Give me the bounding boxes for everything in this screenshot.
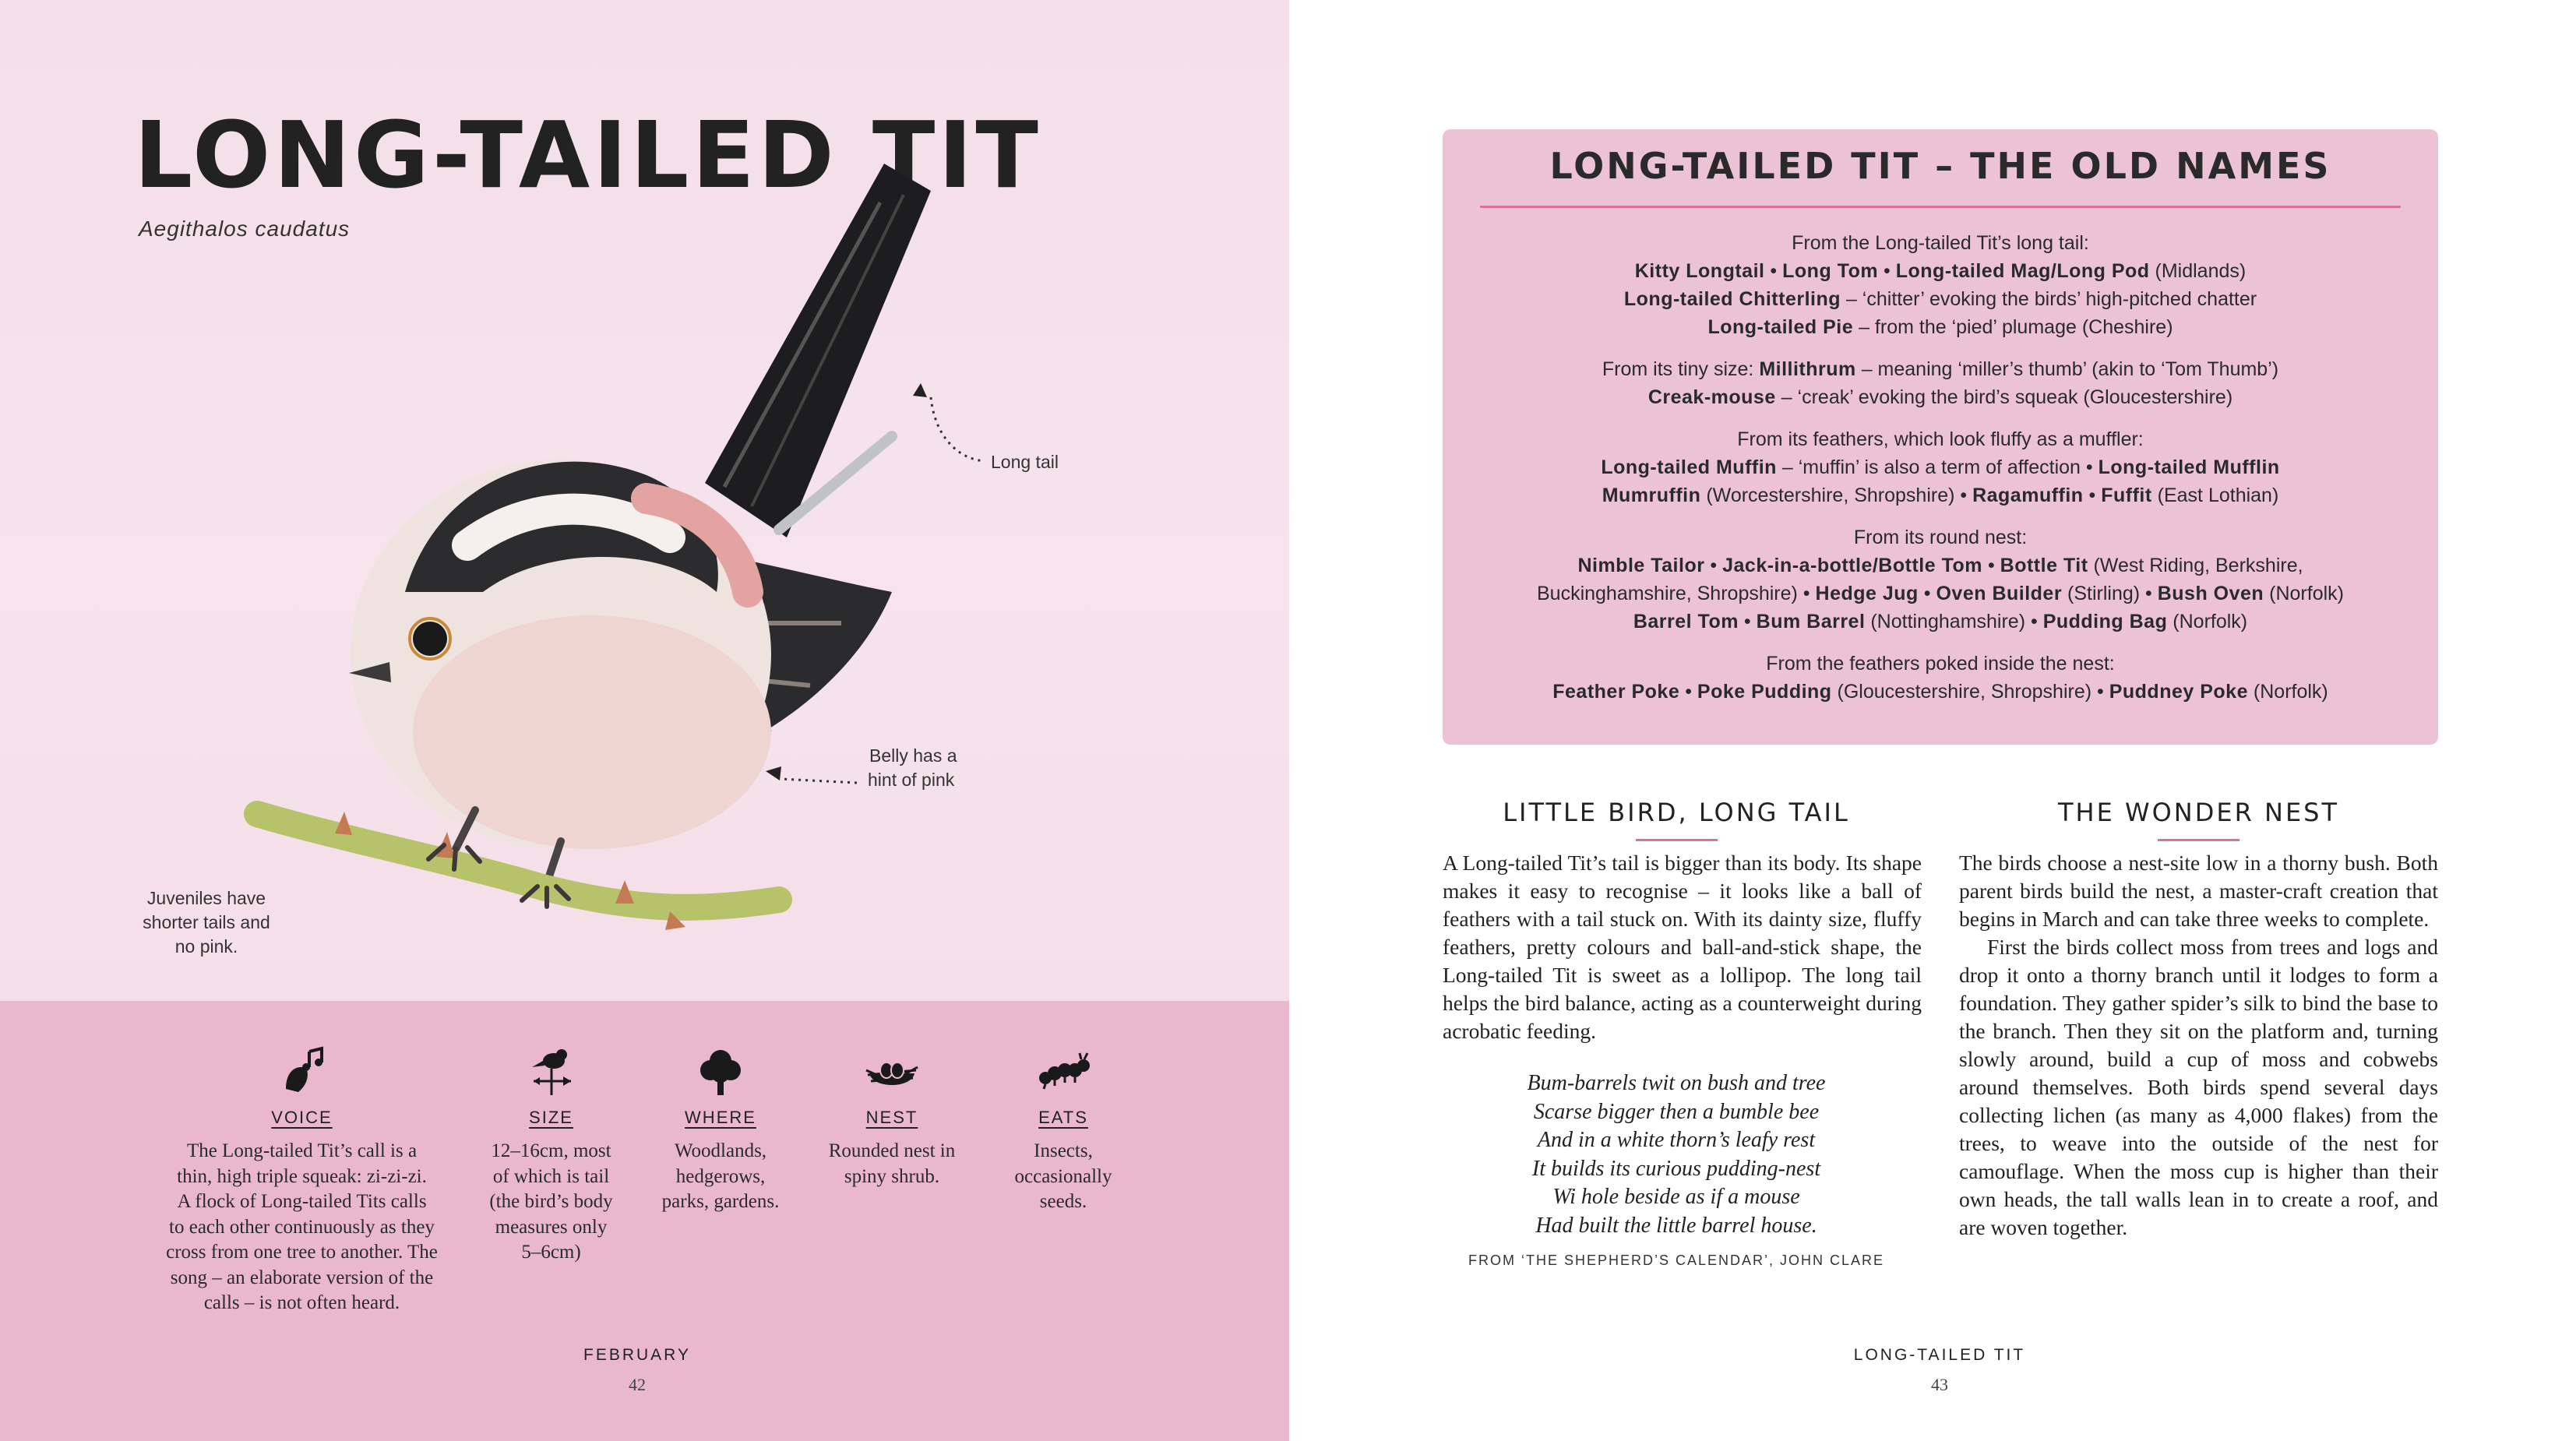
name-note: – ‘muffin’ is also a term of affection •: [1776, 456, 2099, 478]
separator: •: [2083, 484, 2102, 506]
info-voice: [144, 1044, 460, 1316]
page-number: 43: [1931, 1375, 1948, 1394]
old-name: Hedge Jug: [1815, 583, 1919, 604]
info-line: 5–6cm): [521, 1242, 581, 1263]
info-voice-body: [144, 1139, 460, 1316]
name-note: (West Riding, Berkshire,: [2088, 555, 2303, 576]
old-name: Oven Builder: [1936, 583, 2063, 604]
old-name: Millithrum: [1759, 358, 1856, 380]
old-name: Bush Oven: [2157, 583, 2264, 604]
poem-line: Bum-barrels twit on bush and tree: [1527, 1071, 1826, 1095]
name-note: (East Lothian): [2151, 484, 2279, 506]
info-size-head: SIZE: [529, 1108, 573, 1127]
names-intro: From the feathers poked inside the nest:: [1766, 653, 2115, 675]
caterpillar-icon: [1036, 1044, 1091, 1098]
section-heading-little-bird: LITTLE BIRD, LONG TAIL: [1503, 798, 1850, 827]
old-name: Barrel Tom: [1633, 611, 1739, 632]
section-body-little-bird: [1443, 849, 1922, 1045]
info-eats-head: EATS: [1038, 1108, 1088, 1127]
old-name: Long Tom: [1782, 260, 1879, 282]
old-name: Long-tailed Mufflin: [2098, 456, 2280, 478]
bird-illustration: [234, 156, 981, 974]
name-note: (Norfolk): [2264, 583, 2344, 604]
nest-icon: [865, 1044, 919, 1098]
separator: •: [1878, 260, 1896, 282]
old-name: Bum Barrel: [1756, 611, 1866, 632]
info-line: song – an elaborate version of the: [170, 1267, 434, 1288]
divider: [2158, 839, 2239, 841]
old-name: Feather Poke: [1552, 681, 1680, 703]
tree-icon: [693, 1044, 748, 1098]
poem-line: It builds its curious pudding-nest: [1531, 1156, 1821, 1181]
divider: [1480, 206, 2401, 208]
separator: •: [1764, 260, 1783, 282]
names-group: [1466, 425, 2415, 509]
poem-line: Scarse bigger then a bumble bee: [1533, 1099, 1820, 1124]
names-intro: From the Long-tailed Tit’s long tail:: [1792, 232, 2089, 254]
info-line: Woodlands,: [674, 1140, 767, 1161]
name-note: (Nottinghamshire) •: [1865, 611, 2043, 632]
poem: [1443, 1069, 1910, 1240]
old-names-box: [1443, 129, 2438, 745]
name-note: (Gloucestershire, Shropshire) •: [1831, 681, 2109, 703]
info-line: The Long-tailed Tit’s call is a: [186, 1140, 418, 1161]
name-note: – from the ‘pied’ plumage (Cheshire): [1853, 316, 2173, 338]
info-line: of which is tail: [492, 1165, 610, 1187]
annotation-belly: [868, 744, 957, 792]
separator: •: [1982, 555, 2000, 576]
name-note: (Stirling) •: [2062, 583, 2158, 604]
info-line: spiny shrub.: [844, 1165, 940, 1187]
info-line: Rounded nest in: [828, 1140, 956, 1161]
music-bell-icon: [275, 1044, 329, 1098]
name-note: – ‘chitter’ evoking the birds’ high-pitched chatter: [1841, 288, 2257, 310]
annotation-belly-line: hint of pink: [868, 770, 955, 791]
running-footer: FEBRUARY: [583, 1346, 691, 1364]
poem-line: Wi hole beside as if a mouse: [1552, 1185, 1800, 1209]
info-line: hedgerows,: [675, 1165, 766, 1187]
info-line: measures only: [495, 1216, 608, 1238]
tail: [705, 164, 931, 537]
old-name: Creak-mouse: [1647, 386, 1776, 408]
names-intro: From its tiny size:: [1602, 358, 1760, 380]
info-nest-body: [802, 1139, 981, 1189]
info-line: thin, high triple squeak: zi-zi-zi.: [177, 1165, 427, 1187]
separator: •: [1704, 555, 1723, 576]
old-names-title: LONG-TAILED TIT – THE OLD NAMES: [1549, 145, 2331, 187]
old-name: Kitty Longtail: [1634, 260, 1765, 282]
names-group: [1466, 229, 2415, 341]
old-name: Long-tailed Mag/Long Pod: [1895, 260, 2150, 282]
info-eats-body: [989, 1139, 1137, 1215]
latin-name: Aegithalos caudatus: [139, 217, 351, 241]
annotation-juveniles: [129, 886, 284, 959]
old-name: Nimble Tailor: [1577, 555, 1705, 576]
names-group: [1466, 355, 2415, 411]
old-name: Ragamuffin: [1972, 484, 2084, 506]
names-intro: From its round nest:: [1853, 527, 2028, 548]
info-line: to each other continuously as they: [169, 1216, 435, 1238]
info-where-body: [647, 1139, 795, 1215]
info-size-body: [467, 1139, 635, 1266]
paragraph: The birds choose a nest-site low in a thorny bush. Both parent birds build the nest, a master-craft creation that begins in March and can take three weeks to complete.: [1959, 851, 2438, 931]
paragraph: First the birds collect moss from trees and logs and drop it onto a thorny branch until it lodges to form a foundation. They gather spider’s silk to bind the base to the branch. Then they sit on the platform and, turning slowly around, build a cup of moss and cobwebs around themselves. Both birds spend several days collecting lichen (as many as 4,000 flakes) from the trees, to weave into the outside of the nest for camouflage. When the moss cup is higher than their own heads, the tall walls lean in to create a roof, and are woven together.: [1959, 935, 2438, 1239]
old-names-list: [1466, 229, 2415, 720]
names-intro: From its feathers, which look fluffy as a muffler:: [1737, 428, 2144, 450]
info-line: seeds.: [1039, 1191, 1087, 1212]
section-body-wonder-nest: [1959, 849, 2438, 1242]
old-name: Fuffit: [2101, 484, 2152, 506]
poem-line: Had built the little barrel house.: [1535, 1213, 1817, 1238]
annotation-belly-line: Belly has a: [869, 745, 957, 766]
name-note: (Worcestershire, Shropshire) •: [1700, 484, 1973, 506]
info-line: parks, gardens.: [661, 1191, 780, 1212]
annotation-juveniles-line: shorter tails and: [143, 912, 270, 933]
name-note: Buckinghamshire, Shropshire) •: [1536, 583, 1816, 604]
old-name: Long-tailed Pie: [1707, 316, 1854, 338]
old-name: Poke Pudding: [1697, 681, 1832, 703]
old-name: Long-tailed Chitterling: [1623, 288, 1841, 310]
weathervane-bird-icon: [524, 1044, 579, 1098]
info-line: cross from one tree to another. The: [166, 1242, 438, 1263]
info-line: calls – is not often heard.: [203, 1292, 400, 1313]
poem-line: And in a white thorn’s leafy rest: [1537, 1128, 1816, 1152]
separator: •: [1738, 611, 1757, 632]
annotation-long-tail: Long tail: [991, 452, 1059, 472]
info-voice-head: VOICE: [271, 1108, 333, 1127]
info-line: occasionally: [1014, 1165, 1112, 1187]
name-note: (Midlands): [2149, 260, 2247, 282]
annotation-juveniles-line: Juveniles have: [146, 888, 266, 908]
name-note: – ‘creak’ evoking the bird’s squeak (Gloucestershire): [1775, 386, 2233, 408]
poem-source: FROM ‘THE SHEPHERD’S CALENDAR’, JOHN CLARE: [1468, 1253, 1885, 1268]
separator: •: [1679, 681, 1697, 703]
name-note: (Norfolk): [2167, 611, 2248, 632]
page-number: 42: [629, 1375, 646, 1394]
info-nest: [802, 1044, 981, 1189]
old-name: Jack-in-a-bottle/Bottle Tom: [1722, 555, 1982, 576]
old-name: Bottle Tit: [2000, 555, 2088, 576]
separator: •: [1918, 583, 1936, 604]
info-line: A flock of Long-tailed Tits calls: [177, 1191, 427, 1212]
running-footer: LONG-TAILED TIT: [1853, 1346, 2026, 1364]
name-note: (Norfolk): [2247, 681, 2328, 703]
info-line: 12–16cm, most: [491, 1140, 611, 1161]
info-where-head: WHERE: [685, 1108, 756, 1127]
paragraph: A Long-tailed Tit’s tail is bigger than its body. Its shape makes it easy to recognise – it looks like a ball of feathers with a tail stuck on. With its dainty size, fluffy feathers, pretty colours and ball-and-stick shape, the Long-tailed Tit is sweet as a lollipop. The long tail helps the bird balance, acting as a counterweight during acrobatic feeding.: [1443, 851, 1922, 1043]
names-group: [1466, 650, 2415, 706]
old-name: Puddney Poke: [2109, 681, 2248, 703]
info-line: Insects,: [1034, 1140, 1093, 1161]
info-line: (the bird’s body: [489, 1191, 613, 1212]
annotation-juveniles-line: no pink.: [174, 936, 238, 957]
info-eats: [989, 1044, 1137, 1215]
info-nest-head: NEST: [865, 1108, 918, 1127]
names-group: [1466, 523, 2415, 636]
divider: [1636, 839, 1718, 841]
old-name: Long-tailed Muffin: [1601, 456, 1777, 478]
section-heading-wonder-nest: THE WONDER NEST: [2057, 798, 2340, 827]
old-name: Pudding Bag: [2042, 611, 2168, 632]
info-where: [647, 1044, 795, 1215]
page-title: LONG-TAILED TIT: [134, 101, 1041, 209]
info-size: [467, 1044, 635, 1266]
name-note: – meaning ‘miller’s thumb’ (akin to ‘Tom Thumb’): [1855, 358, 2279, 380]
old-name: Mumruffin: [1602, 484, 1701, 506]
